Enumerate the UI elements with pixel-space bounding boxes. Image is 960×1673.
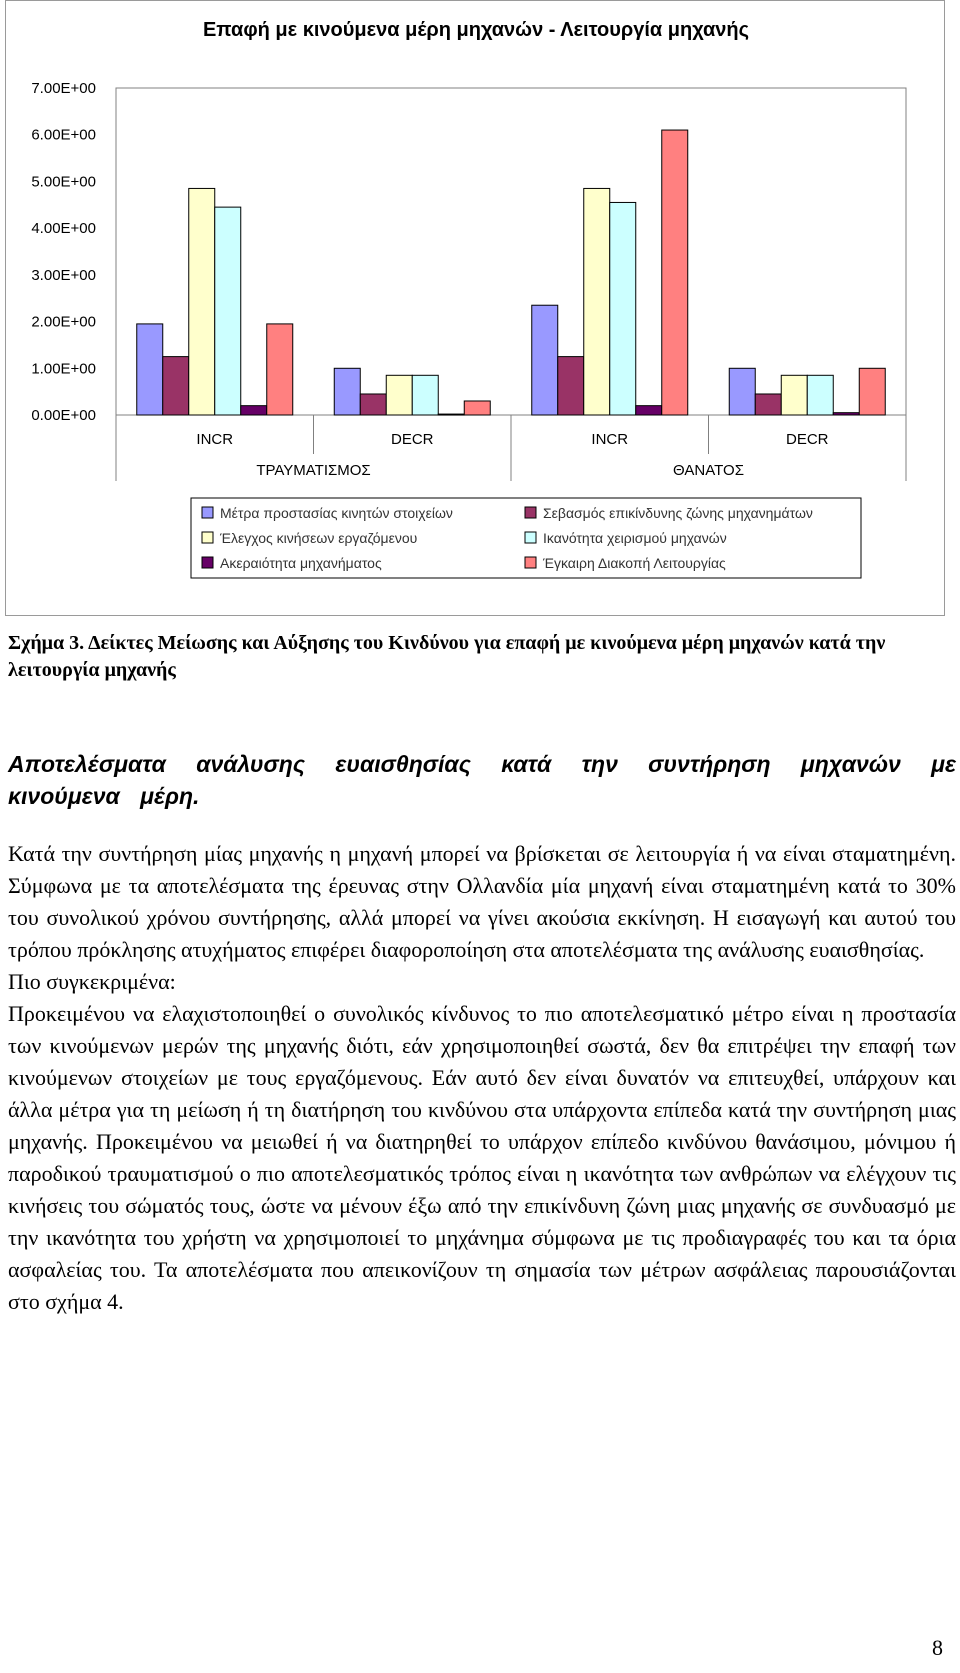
x-tick-label: INCR xyxy=(591,431,629,448)
legend-swatch xyxy=(525,557,536,568)
bar xyxy=(662,130,688,415)
page-number: 8 xyxy=(932,1635,943,1660)
legend-label: Σεβασμός επικίνδυνης ζώνης μηχανημάτων xyxy=(543,505,813,521)
y-tick-label: 5.00E+00 xyxy=(31,173,96,191)
bar-chart xyxy=(6,1,946,617)
bar xyxy=(755,394,781,415)
x-group-label: ΤΡΑΥΜΑΤΙΣΜΟΣ xyxy=(256,462,371,479)
bar xyxy=(137,324,163,415)
y-tick-label: 4.00E+00 xyxy=(31,220,96,238)
x-tick-label: DECR xyxy=(785,431,829,448)
caption-text: Δείκτες Μείωσης και Αύξησης του Κινδύνου για επαφή με κινούμενα μέρη μηχανών κατά την λειτουργία μηχανής xyxy=(8,632,886,681)
legend-label: Ικανότητα χειρισμού μηχανών xyxy=(543,530,727,546)
legend-label: Έγκαιρη Διακοπή Λειτουργίας xyxy=(543,555,726,571)
bar xyxy=(267,324,293,415)
legend-swatch xyxy=(202,532,213,543)
bar xyxy=(438,414,464,415)
legend-swatch xyxy=(525,507,536,518)
legend-label: Έλεγχος κινήσεων εργαζόμενου xyxy=(220,530,418,546)
y-tick-label: 3.00E+00 xyxy=(31,266,96,284)
figure-caption xyxy=(8,630,956,684)
body-text xyxy=(8,838,956,1318)
paragraph: Πιο συγκεκριμένα: xyxy=(8,969,176,994)
bar xyxy=(215,207,241,415)
bar xyxy=(558,357,584,415)
bar xyxy=(189,188,215,415)
y-tick-label: 7.00E+00 xyxy=(31,80,96,97)
x-tick-label: DECR xyxy=(390,431,434,448)
caption-label: Σχήμα 3. xyxy=(8,632,85,654)
chart-title: Επαφή με κινούμενα μέρη μηχανών - Λειτουργία μηχανής xyxy=(202,19,750,41)
paragraph: Προκειμένου να ελαχιστοποιηθεί ο συνολικός κίνδυνος το πιο αποτελεσματικό μέτρο είναι η προστασία των κινούμενων μερών της μηχανής διότι, εάν χρησιμοποιηθεί σωστά, δεν θα επιτρέψει την επαφή των κινούμενων στοιχείων με τους εργαζόμενους. Εάν αυτό δεν είναι δυνατόν να επιτευχθεί, υπάρχουν και άλλα μέτρα για τη μείωση ή τη διατήρηση του κινδύνου στα υπάρχοντα επίπεδα κατά την συντήρηση μιας μηχανής. Προκειμένου να μειωθεί ή να διατηρηθεί το υπάρχον επίπεδο κινδύνου θανάσιμου, μόνιμου ή παροδικού τραυματισμού ο πιο αποτελεσματικός τρόπος είναι η ικανότητα των ανθρώπων να ελέγχουν τις κινήσεις του σώματός τους, ώστε να μένουν έξω από την επικίνδυνη ζώνη μιας μηχανής σε συνδυασμό με την ικανότητα του χρήστη να χρησιμοποιεί το μηχάνημα σύμφωνα με τις προδιαγραφές του και τα όρια ασφαλείας του. Τα αποτελέσματα που απεικονίζουν τη σημασία των μέτρων ασφάλειας παρουσιάζονται στο σχήμα 4. xyxy=(8,1001,956,1314)
bar xyxy=(859,368,885,415)
y-tick-label: 2.00E+00 xyxy=(31,313,96,331)
bar xyxy=(584,188,610,415)
bar xyxy=(729,368,755,415)
bar xyxy=(781,375,807,415)
legend-swatch xyxy=(202,557,213,568)
bar xyxy=(241,406,267,415)
legend-label: Μέτρα προστασίας κινητών στοιχείων xyxy=(220,505,453,521)
bar xyxy=(610,202,636,415)
bar xyxy=(386,375,412,415)
y-tick-label: 1.00E+00 xyxy=(31,360,96,378)
paragraph: Κατά την συντήρηση μίας μηχανής η μηχανή μπορεί να βρίσκεται σε λειτουργία ή να είναι σταματημένη. Σύμφωνα με τα αποτελέσματα της έρευνας στην Ολλανδία μία μηχανή είναι σταματημένη κατά το 30% του συνολικού χρόνου συντήρησης, αλλά μπορεί να γίνει ακούσια εκκίνηση. Η εισαγωγή και αυτού του τρόπου πρόκλησης ατυχήματος επιφέρει διαφοροποίηση στα αποτελέσματα της ανάλυσης ευαισθησίας. xyxy=(8,841,956,962)
x-group-label: ΘΑΝΑΤΟΣ xyxy=(673,462,744,479)
bar xyxy=(636,406,662,415)
y-tick-label: 6.00E+00 xyxy=(31,126,96,144)
bar xyxy=(360,394,386,415)
y-tick-label: 0.00E+00 xyxy=(31,407,96,424)
bar xyxy=(334,368,360,415)
legend-swatch xyxy=(202,507,213,518)
bar xyxy=(833,413,859,415)
section-heading: Αποτελέσματα ανάλυσης ευαισθησίας κατά την συντήρηση μηχανών με κινούμενα μέρη. xyxy=(8,751,956,809)
legend-label: Ακεραιότητα μηχανήματος xyxy=(220,555,382,571)
x-tick-label: INCR xyxy=(196,431,234,448)
bar xyxy=(532,305,558,415)
bar xyxy=(163,357,189,415)
chart-frame xyxy=(5,0,945,616)
bar xyxy=(412,375,438,415)
bar xyxy=(807,375,833,415)
legend-swatch xyxy=(525,532,536,543)
bar xyxy=(464,401,490,415)
